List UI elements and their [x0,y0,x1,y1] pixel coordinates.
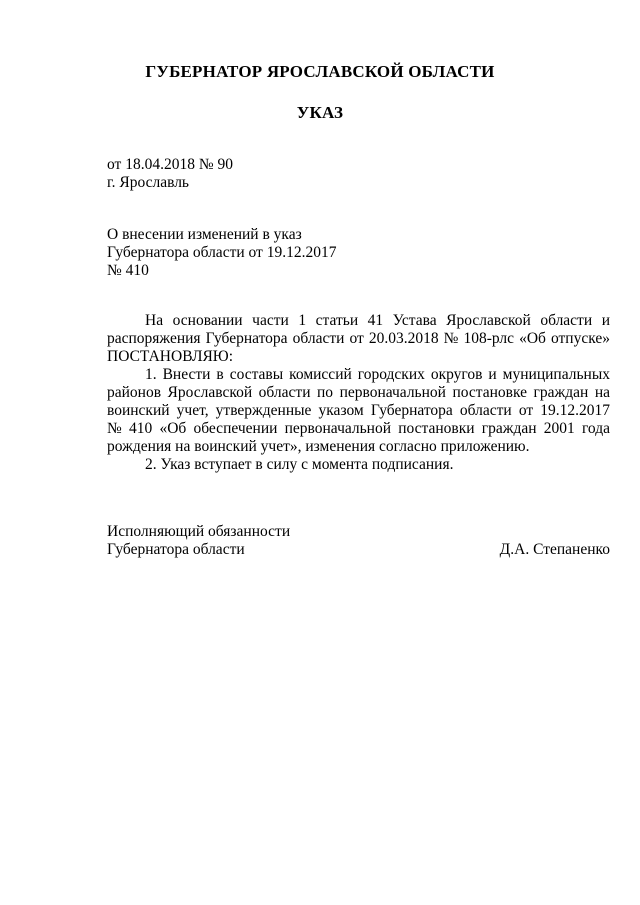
city: г. Ярославль [107,174,189,191]
item1-line-4: № 410 «Об обеспечении первоначальной постановки граждан 2001 года [107,420,610,437]
resolve-word: ПОСТАНОВЛЯЮ: [107,348,234,365]
item1-line-3: воинский учет, утвержденные указом Губернатора области от 19.12.2017 [107,402,610,419]
signature-name: Д.А. Степаненко [499,541,610,558]
item2: 2. Указ вступает в силу с момента подписания. [145,456,454,473]
preamble-line-1: На основании части 1 статьи 41 Устава Ярославской области и [145,312,610,329]
authority-heading: ГУБЕРНАТОР ЯРОСЛАВСКОЙ ОБЛАСТИ [145,62,495,81]
item1-line-2: районов Ярославской области по первоначальной постановке граждан на [107,384,610,401]
signature-position-line-1: Исполняющий обязанности [107,523,291,540]
signature-position-line-2: Губернатора области [107,541,245,558]
date-number: от 18.04.2018 № 90 [107,156,233,173]
item1-line-1: 1. Внести в составы комиссий городских округов и муниципальных [145,366,610,383]
subject-line-1: О внесении изменений в указ [107,226,302,243]
subject-line-2: Губернатора области от 19.12.2017 [107,244,337,261]
subject-line-3: № 410 [107,262,149,279]
document-type-heading: УКАЗ [296,103,344,122]
item1-line-5: рождения на воинский учет», изменения согласно приложению. [107,438,530,455]
preamble-line-2: распоряжения Губернатора области от 20.03.2018 № 108-рлс «Об отпуске» [107,330,610,347]
